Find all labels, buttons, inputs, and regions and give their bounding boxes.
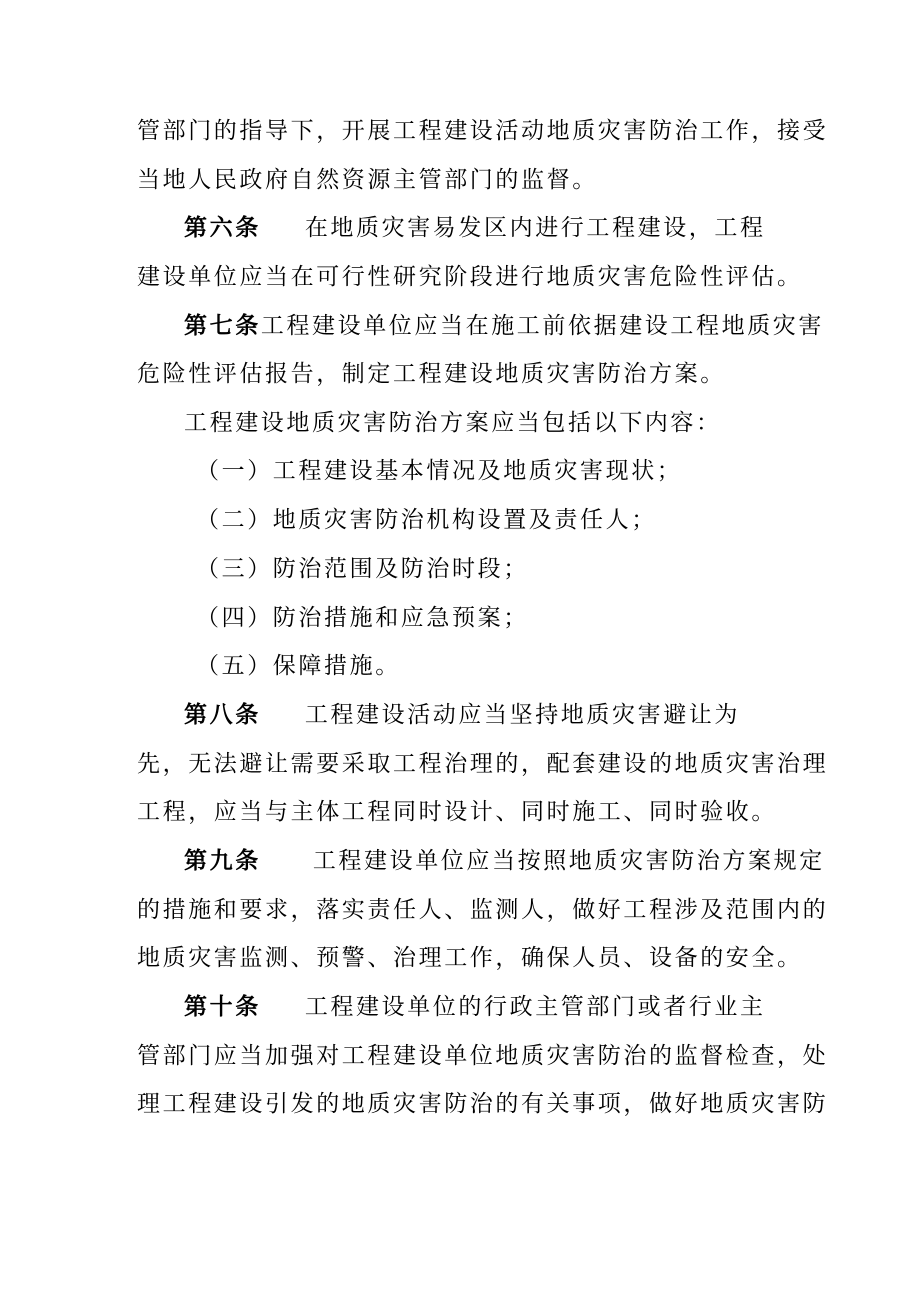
list-item: （二）地质灾害防治机构设置及责任人； bbox=[196, 507, 657, 533]
list-item: （一）工程建设基本情况及地质灾害现状； bbox=[196, 458, 683, 484]
article-8-title: 第八条 bbox=[184, 701, 261, 728]
list-item: （四）防治措施和应急预案； bbox=[196, 605, 529, 631]
list-item: （五）保障措施。 bbox=[196, 653, 401, 679]
article-9-title: 第九条 bbox=[184, 847, 261, 874]
paragraph-line: 管部门的指导下，开展工程建设活动地质灾害防治工作，接受 bbox=[137, 118, 829, 144]
paragraph-line: 的措施和要求，落实责任人、监测人，做好工程涉及范围内的 bbox=[137, 897, 829, 923]
article-9 bbox=[184, 846, 825, 876]
article-6-text: 在地质灾害易发区内进行工程建设，工程 bbox=[304, 215, 766, 241]
article-6-title: 第六条 bbox=[184, 214, 261, 241]
article-9-text: 工程建设单位应当按照地质灾害防治方案规定 bbox=[312, 848, 825, 874]
article-7-title: 第七条 bbox=[184, 312, 261, 339]
article-10 bbox=[184, 992, 766, 1022]
paragraph-line: 建设单位应当在可行性研究阶段进行地质灾害危险性评估。 bbox=[137, 264, 803, 290]
article-8 bbox=[184, 700, 740, 730]
paragraph-line: 当地人民政府自然资源主管部门的监督。 bbox=[137, 167, 598, 193]
paragraph-line: 地质灾害监测、预警、治理工作，确保人员、设备的安全。 bbox=[137, 945, 803, 971]
paragraph-line: 先，无法避让需要采取工程治理的，配套建设的地质灾害治理 bbox=[137, 751, 829, 777]
article-10-text: 工程建设单位的行政主管部门或者行业主 bbox=[304, 994, 766, 1020]
article-8-text: 工程建设活动应当坚持地质灾害避让为 bbox=[304, 702, 741, 728]
article-6 bbox=[184, 213, 766, 243]
article-7 bbox=[184, 311, 824, 341]
article-7-text: 工程建设单位应当在施工前依据建设工程地质灾害 bbox=[260, 313, 825, 339]
list-item: （三）防治范围及防治时段； bbox=[196, 556, 529, 582]
paragraph-line: 工程建设地质灾害防治方案应当包括以下内容： bbox=[184, 410, 722, 436]
paragraph-line: 理工程建设引发的地质灾害防治的有关事项，做好地质灾害防 bbox=[137, 1091, 829, 1117]
paragraph-line: 管部门应当加强对工程建设单位地质灾害防治的监督检查，处 bbox=[137, 1043, 829, 1069]
paragraph-line: 工程，应当与主体工程同时设计、同时施工、同时验收。 bbox=[137, 799, 777, 825]
article-10-title: 第十条 bbox=[184, 993, 261, 1020]
paragraph-line: 危险性评估报告，制定工程建设地质灾害防治方案。 bbox=[137, 361, 726, 387]
